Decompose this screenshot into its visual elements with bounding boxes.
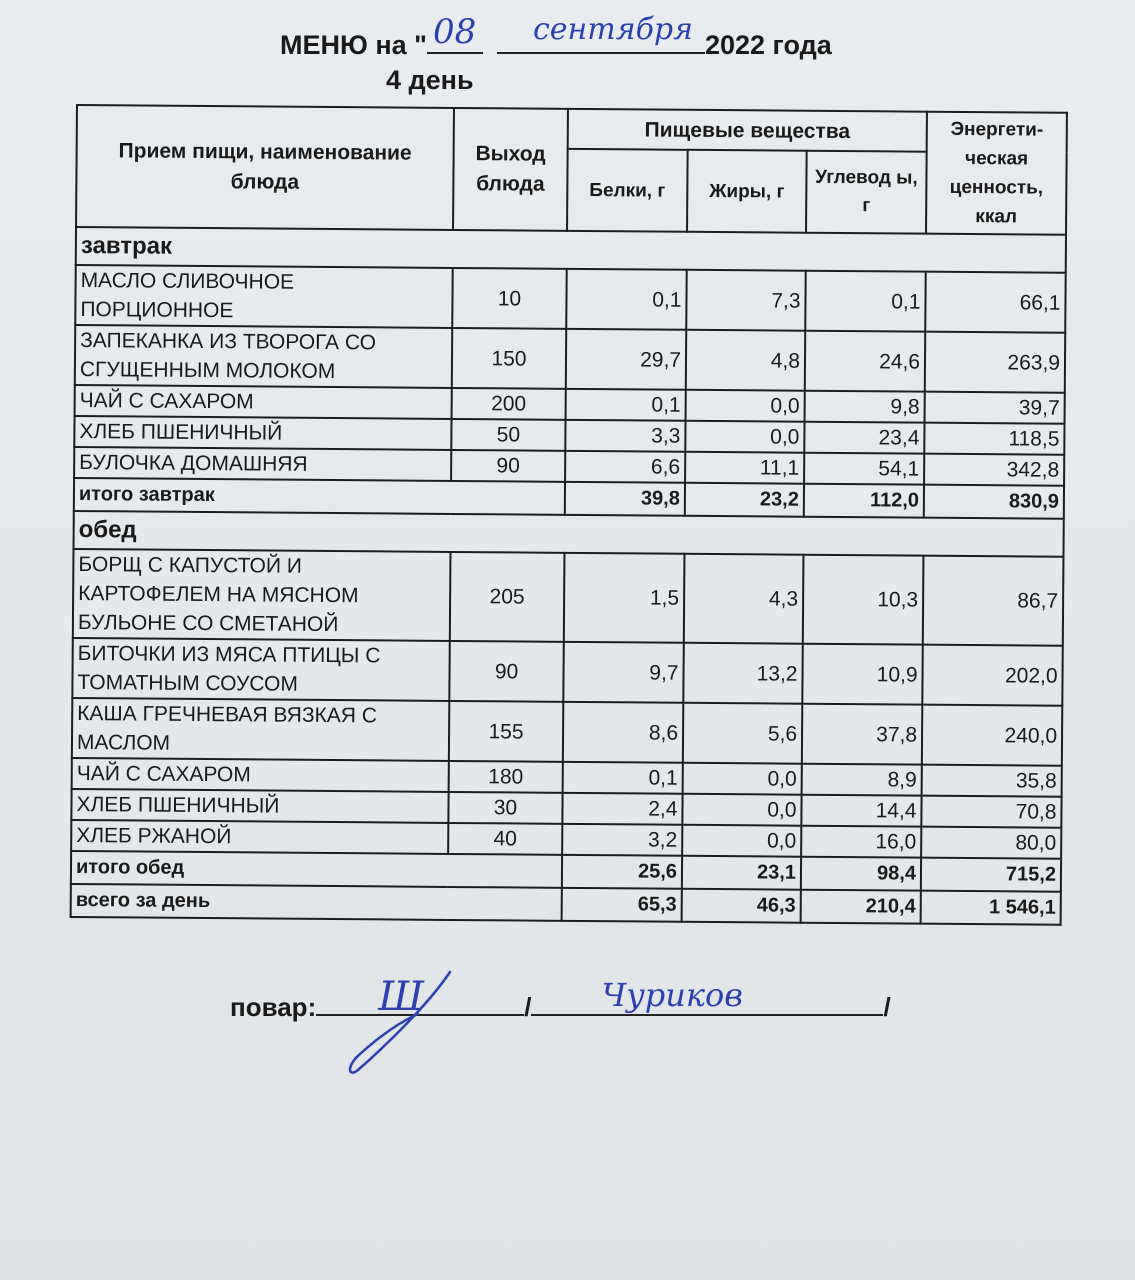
dish-fat: 0,0 (682, 825, 801, 857)
dish-yield: 30 (448, 792, 562, 824)
dish-protein: 1,5 (564, 553, 685, 643)
day-total-label: всего за день (71, 884, 562, 921)
dish-fat: 11,1 (685, 452, 804, 484)
dish-name: ХЛЕБ ПШЕНИЧНЫЙ (71, 789, 448, 823)
total-energy: 715,2 (921, 858, 1061, 892)
dish-fat: 0,0 (685, 421, 804, 453)
day-total-carbs: 210,4 (801, 890, 921, 924)
total-energy: 830,9 (924, 485, 1064, 519)
end-mark: / (883, 992, 891, 1022)
dish-energy: 35,8 (922, 765, 1062, 797)
section-label-breakfast: завтрак (76, 227, 1066, 273)
table-row (72, 638, 1062, 706)
dish-protein: 0,1 (566, 269, 686, 330)
dish-yield: 40 (448, 823, 562, 855)
dish-yield: 150 (452, 328, 566, 389)
dish-name: ЧАЙ С САХАРОМ (75, 385, 452, 419)
dish-energy: 118,5 (924, 423, 1064, 455)
dish-carbs: 16,0 (801, 826, 921, 858)
dish-energy: 202,0 (922, 645, 1062, 706)
dish-carbs: 0,1 (805, 271, 925, 332)
dish-fat: 5,6 (683, 703, 802, 764)
dish-name: КАША ГРЕЧНЕВАЯ ВЯЗКАЯ С МАСЛОМ (72, 698, 449, 761)
table-row (73, 549, 1064, 646)
header-fat: Жиры, г (687, 150, 807, 233)
cook-label: повар: (230, 992, 317, 1022)
dish-yield: 10 (452, 268, 566, 329)
dish-carbs: 10,3 (803, 555, 924, 645)
dish-fat: 0,0 (683, 763, 802, 795)
signature-stroke (330, 962, 470, 1082)
date-month-field (497, 12, 705, 54)
dish-yield: 50 (451, 419, 565, 451)
date-day-handwritten: 08 (432, 12, 477, 52)
dish-carbs: 37,8 (802, 704, 922, 765)
dish-fat: 4,3 (684, 554, 804, 644)
cook-name-handwritten: Чуриков (601, 976, 743, 1014)
dish-fat: 13,2 (683, 643, 802, 704)
dish-energy: 70,8 (921, 796, 1061, 828)
dish-carbs: 8,9 (802, 764, 922, 796)
dish-protein: 0,1 (566, 389, 686, 421)
total-label: итого завтрак (74, 478, 565, 515)
dish-energy: 263,9 (925, 332, 1065, 393)
header-carbs: Углевод ы, г (806, 151, 927, 234)
total-fat: 23,2 (685, 483, 804, 517)
title-prefix: МЕНЮ на " (280, 30, 427, 60)
total-protein: 25,6 (562, 855, 682, 889)
total-carbs: 112,0 (804, 484, 924, 518)
date-month-handwritten: сентября (532, 12, 693, 47)
dish-protein: 29,7 (566, 329, 686, 390)
total-protein: 39,8 (565, 482, 685, 516)
dish-protein: 6,6 (565, 451, 685, 483)
dish-fat: 0,0 (682, 794, 801, 826)
dish-yield: 155 (449, 701, 563, 762)
total-fat: 23,1 (682, 856, 801, 890)
section-label-lunch: обед (74, 511, 1064, 557)
table-row (75, 325, 1065, 393)
title-year: 2022 года (704, 30, 832, 60)
menu-title (280, 12, 832, 61)
dish-name: БИТОЧКИ ИЗ МЯСА ПТИЦЫ С ТОМАТНЫМ СОУСОМ (72, 638, 449, 701)
header-nutrients: Пищевые вещества (568, 109, 927, 152)
dish-yield: 180 (449, 761, 563, 793)
dish-carbs: 24,6 (805, 331, 925, 392)
dish-protein: 8,6 (563, 702, 683, 763)
dish-yield: 90 (449, 641, 563, 702)
dish-name: ХЛЕБ ПШЕНИЧНЫЙ (74, 416, 451, 450)
dish-carbs: 10,9 (802, 644, 922, 705)
header-yield: Выход блюда (453, 108, 568, 231)
dish-fat: 4,8 (686, 330, 805, 391)
dish-name: ЧАЙ С САХАРОМ (72, 758, 449, 792)
dish-energy: 240,0 (922, 705, 1062, 766)
dish-energy: 66,1 (925, 272, 1065, 333)
dish-name: ХЛЕБ РЖАНОЙ (71, 820, 448, 854)
day-label: 4 день (386, 65, 474, 95)
separator: / (524, 992, 532, 1022)
cook-signature-handwritten: Ш (378, 974, 424, 1020)
menu-table (70, 104, 1068, 926)
dish-protein: 9,7 (563, 642, 683, 703)
total-carbs: 98,4 (801, 857, 921, 891)
dish-protein: 3,2 (562, 824, 682, 856)
table-row (75, 265, 1065, 333)
dish-protein: 3,3 (565, 420, 685, 452)
dish-yield: 90 (451, 450, 565, 482)
dish-energy: 342,8 (924, 454, 1064, 486)
dish-carbs: 54,1 (804, 453, 924, 485)
date-day-field (427, 12, 483, 54)
dish-fat: 7,3 (686, 270, 805, 331)
header-name: Прием пищи, наименование блюда (76, 105, 454, 230)
day-total-fat: 46,3 (682, 889, 801, 923)
dish-carbs: 23,4 (804, 422, 924, 454)
dish-yield: 205 (450, 552, 565, 642)
day-total-protein: 65,3 (562, 888, 682, 922)
dish-carbs: 9,8 (805, 391, 925, 423)
dish-energy: 39,7 (925, 392, 1065, 424)
total-label: итого обед (71, 851, 562, 888)
dish-fat: 0,0 (686, 390, 805, 422)
name-field (531, 976, 883, 1016)
dish-protein: 0,1 (563, 762, 683, 794)
dish-energy: 80,0 (921, 827, 1061, 859)
table-header-row (77, 105, 1067, 153)
dish-name: БОРЩ С КАПУСТОЙ И КАРТОФЕЛЕМ НА МЯСНОМ БУЛЬОНЕ СО СМЕТАНОЙ (73, 549, 451, 641)
day-total-energy: 1 546,1 (921, 891, 1061, 925)
dish-yield: 200 (452, 388, 566, 420)
dish-energy: 86,7 (923, 556, 1064, 646)
total-row-day (71, 884, 1061, 925)
dish-name: МАСЛО СЛИВОЧНОЕ ПОРЦИОННОЕ (75, 265, 452, 328)
header-protein: Белки, г (567, 149, 688, 232)
dish-carbs: 14,4 (801, 795, 921, 827)
dish-name: БУЛОЧКА ДОМАШНЯЯ (74, 447, 451, 481)
dish-protein: 2,4 (562, 793, 682, 825)
table-row (72, 698, 1062, 766)
header-energy: Энергети-ческая ценность, ккал (926, 112, 1067, 235)
dish-name: ЗАПЕКАНКА ИЗ ТВОРОГА СО СГУЩЕННЫМ МОЛОКОМ (75, 325, 452, 388)
